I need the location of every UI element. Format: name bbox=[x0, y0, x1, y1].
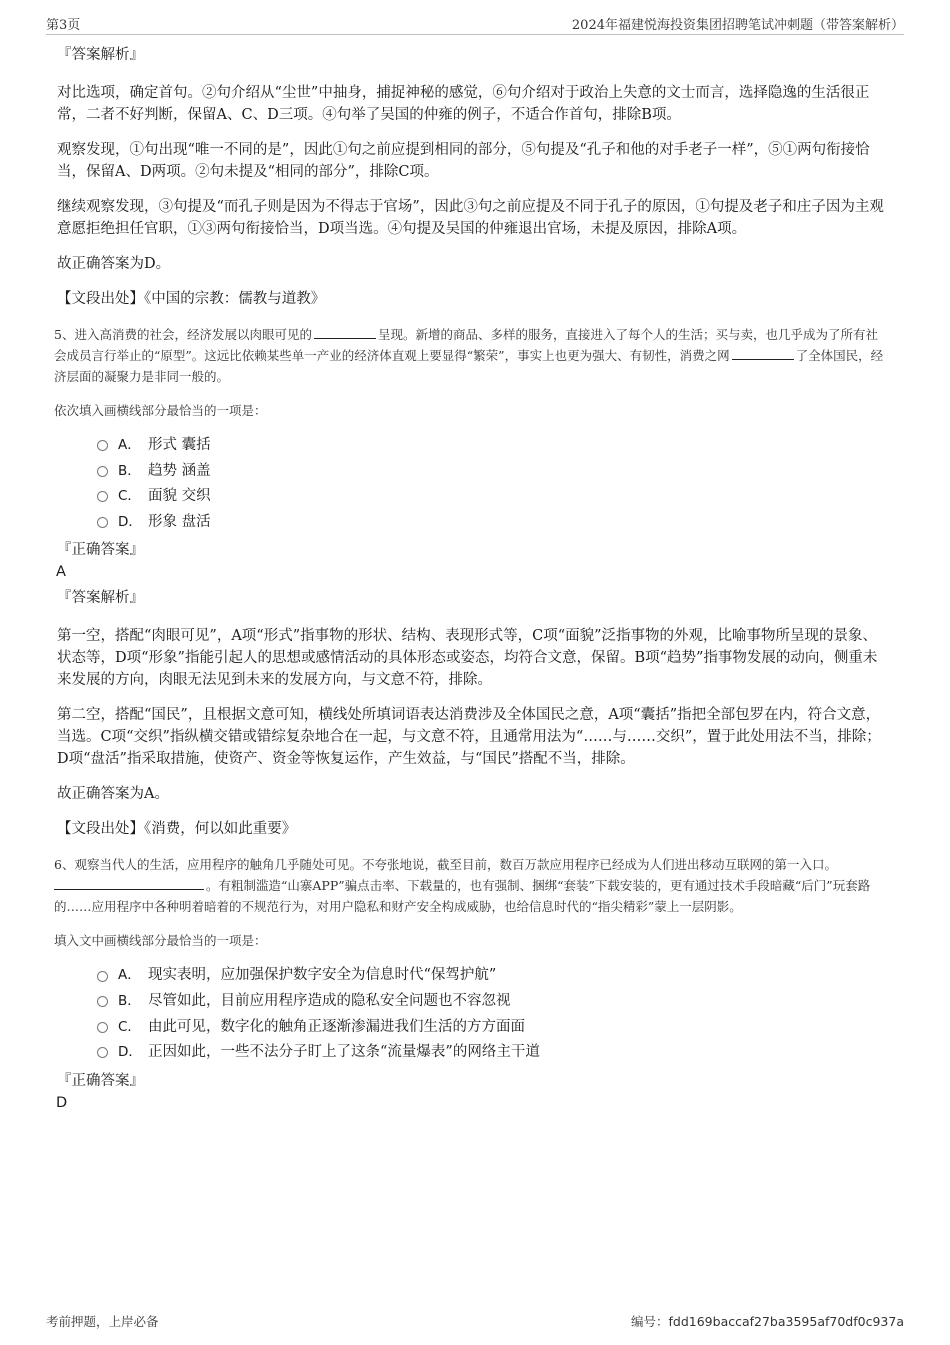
question-6-prompt: 填入文中画横线部分最恰当的一项是： bbox=[54, 933, 267, 949]
page-header bbox=[46, 12, 904, 35]
analysis-paragraph: 第一空，搭配“肉眼可见”，A项“形式”指事物的形状、结构、表现形式等，C项“面貌”泛指事物的外观，比喻事物所呈现的景象、状态等，D项“形象”指能引起人的思想或感情活动的具体形态或姿态，均符合文意，保留。B项“趋势”指事物发展的动向，侧重未来发展的方向，肉眼无法见到未来的发展方向，与文意不符，排除。 bbox=[57, 628, 878, 689]
option-text: 趋势 涵盖 bbox=[148, 462, 211, 479]
document-title: 2024年福建悦海投资集团招聘笔试冲刺题（带答案解析） bbox=[571, 18, 904, 33]
analysis-paragraph: 第二空，搭配“国民”，且根据文意可知，横线处所填词语表达消费涉及全体国民之意，A项“囊括”指把全部包罗在内，符合文意，当选。C项“交织”指纵横交错或错综复杂地合在一起，与文意不符，且通常用法为“……与……交织”，置于此处用法不当，排除；D项“盘活”指采取措施，使资产、资金等恢复运作，产生效益，与“国民”搭配不当，排除。 bbox=[57, 707, 881, 768]
option-a[interactable] bbox=[97, 963, 885, 989]
analysis-paragraph: 对比选项，确定首句。②句介绍从“尘世”中抽身，捕捉神秘的感觉，⑥句介绍对于政治上失意的文士而言，选择隐逸的生活很正常，二者不好判断，保留A、C、D三项。④句举了吴国的仲雍的例子，不适合作首句，排除B项。 bbox=[57, 85, 870, 123]
page-number: 第3页 bbox=[46, 18, 81, 33]
option-c[interactable] bbox=[97, 1015, 885, 1041]
option-text: 尽管如此，目前应用程序造成的隐私安全问题也不容忽视 bbox=[148, 992, 511, 1009]
analysis-conclusion: 故正确答案为A。 bbox=[57, 786, 169, 803]
page-footer bbox=[46, 1312, 904, 1330]
question-text-part: 呈现。新增的商品、多样的服务，直接进入了每个人的生活；买与卖，也几乎成为了所有社会成员言行举止的“原型”。这远比依赖某些单一产业的经济体直观上要显得“繁荣”，事实上也更为强大、有韧性，消费之网 bbox=[54, 327, 878, 363]
analysis-label: 『答案解析』 bbox=[57, 590, 144, 607]
analysis-paragraph: 观察发现，①句出现“唯一不同的是”，因此①句之前应提到相同的部分，⑤句提及“孔子和他的对手老子一样”，⑤①两句衔接恰当，保留A、D两项。②句未提及“相同的部分”，排除C项。 bbox=[57, 142, 870, 180]
question-6-options bbox=[97, 963, 885, 1065]
main-content bbox=[54, 44, 885, 1118]
option-c[interactable] bbox=[97, 484, 885, 510]
option-letter: B． bbox=[118, 992, 141, 1009]
radio-icon[interactable] bbox=[97, 440, 108, 451]
question-text-part: 5、进入高消费的社会，经济发展以肉眼可见的 bbox=[54, 327, 312, 342]
correct-answer-value: D bbox=[56, 1094, 68, 1111]
fill-blank bbox=[314, 325, 376, 339]
fill-blank bbox=[732, 346, 794, 360]
radio-icon[interactable] bbox=[97, 971, 108, 982]
radio-icon[interactable] bbox=[97, 466, 108, 477]
option-b[interactable] bbox=[97, 459, 885, 485]
source-citation: 【文段出处】《消费，何以如此重要》 bbox=[57, 821, 297, 838]
option-d[interactable] bbox=[97, 510, 885, 536]
option-letter: B． bbox=[118, 462, 141, 479]
option-text: 形式 囊括 bbox=[148, 437, 211, 453]
option-letter: A． bbox=[118, 967, 141, 984]
option-text: 由此可见，数字化的触角正逐渐渗漏进我们生活的方方面面 bbox=[148, 1018, 525, 1035]
correct-answer-value: A bbox=[56, 564, 66, 581]
option-letter: A． bbox=[118, 437, 141, 453]
correct-answer-label: 『正确答案』 bbox=[57, 542, 144, 559]
option-letter: C． bbox=[118, 488, 141, 505]
radio-icon[interactable] bbox=[97, 491, 108, 502]
question-text-part: 了全体国民，经济层面的凝聚力是非同一般的。 bbox=[54, 348, 884, 384]
question-text-part: 。有粗制滥造“山寨APP”骗点击率、下载量的，也有强制、捆绑“套装”下载安装的，更有通过技术手段暗藏“后门”玩套路的……应用程序中各种明着暗着的不规范行为，对用户隐私和财产安全构成威胁，也给信息时代的“指尖精彩”蒙上一层阴影。 bbox=[54, 878, 871, 915]
source-citation: 【文段出处】《中国的宗教：儒教与道教》 bbox=[57, 291, 326, 307]
radio-icon[interactable] bbox=[97, 1022, 108, 1033]
document-id: 编号：fdd169baccaf27ba3595af70df0c937a bbox=[631, 1314, 904, 1329]
correct-answer-label: 『正确答案』 bbox=[57, 1072, 144, 1089]
option-text: 现实表明，应加强保护数字安全为信息时代“保驾护航” bbox=[148, 967, 497, 984]
option-text: 形象 盘活 bbox=[148, 513, 211, 530]
option-d[interactable] bbox=[97, 1040, 885, 1066]
question-text-part: 6、观察当代人的生活，应用程序的触角几乎随处可见。不夸张地说，截至目前，数百万款应用程序已经成为人们进出移动互联网的第一入口。 bbox=[54, 857, 837, 873]
option-text: 面貌 交织 bbox=[148, 488, 211, 505]
option-a[interactable] bbox=[97, 433, 885, 459]
analysis-label: 『答案解析』 bbox=[57, 47, 144, 63]
fill-blank bbox=[54, 876, 204, 890]
footer-slogan: 考前押题，上岸必备 bbox=[46, 1314, 159, 1329]
question-5-text bbox=[54, 324, 885, 387]
option-b[interactable] bbox=[97, 989, 885, 1015]
option-text: 正因如此，一些不法分子盯上了这条“流量爆表”的网络主干道 bbox=[148, 1044, 540, 1061]
radio-icon[interactable] bbox=[97, 1047, 108, 1058]
option-letter: D． bbox=[118, 1044, 142, 1061]
question-5-prompt: 依次填入画横线部分最恰当的一项是： bbox=[54, 403, 267, 418]
radio-icon[interactable] bbox=[97, 517, 108, 528]
radio-icon[interactable] bbox=[97, 996, 108, 1007]
option-letter: D． bbox=[118, 513, 142, 530]
question-5-options bbox=[97, 433, 885, 535]
question-6-text bbox=[54, 854, 885, 917]
analysis-paragraph: 继续观察发现，③句提及“而孔子则是因为不得志于官场”，因此③句之前应提及不同于孔子的原因，①句提及老子和庄子因为主观意愿拒绝担任官职，①③两句衔接恰当，D项当选。④句提及吴国的仲雍退出官场，未提及原因，排除A项。 bbox=[57, 199, 884, 237]
analysis-conclusion: 故正确答案为D。 bbox=[57, 256, 171, 272]
option-letter: C． bbox=[118, 1018, 141, 1035]
